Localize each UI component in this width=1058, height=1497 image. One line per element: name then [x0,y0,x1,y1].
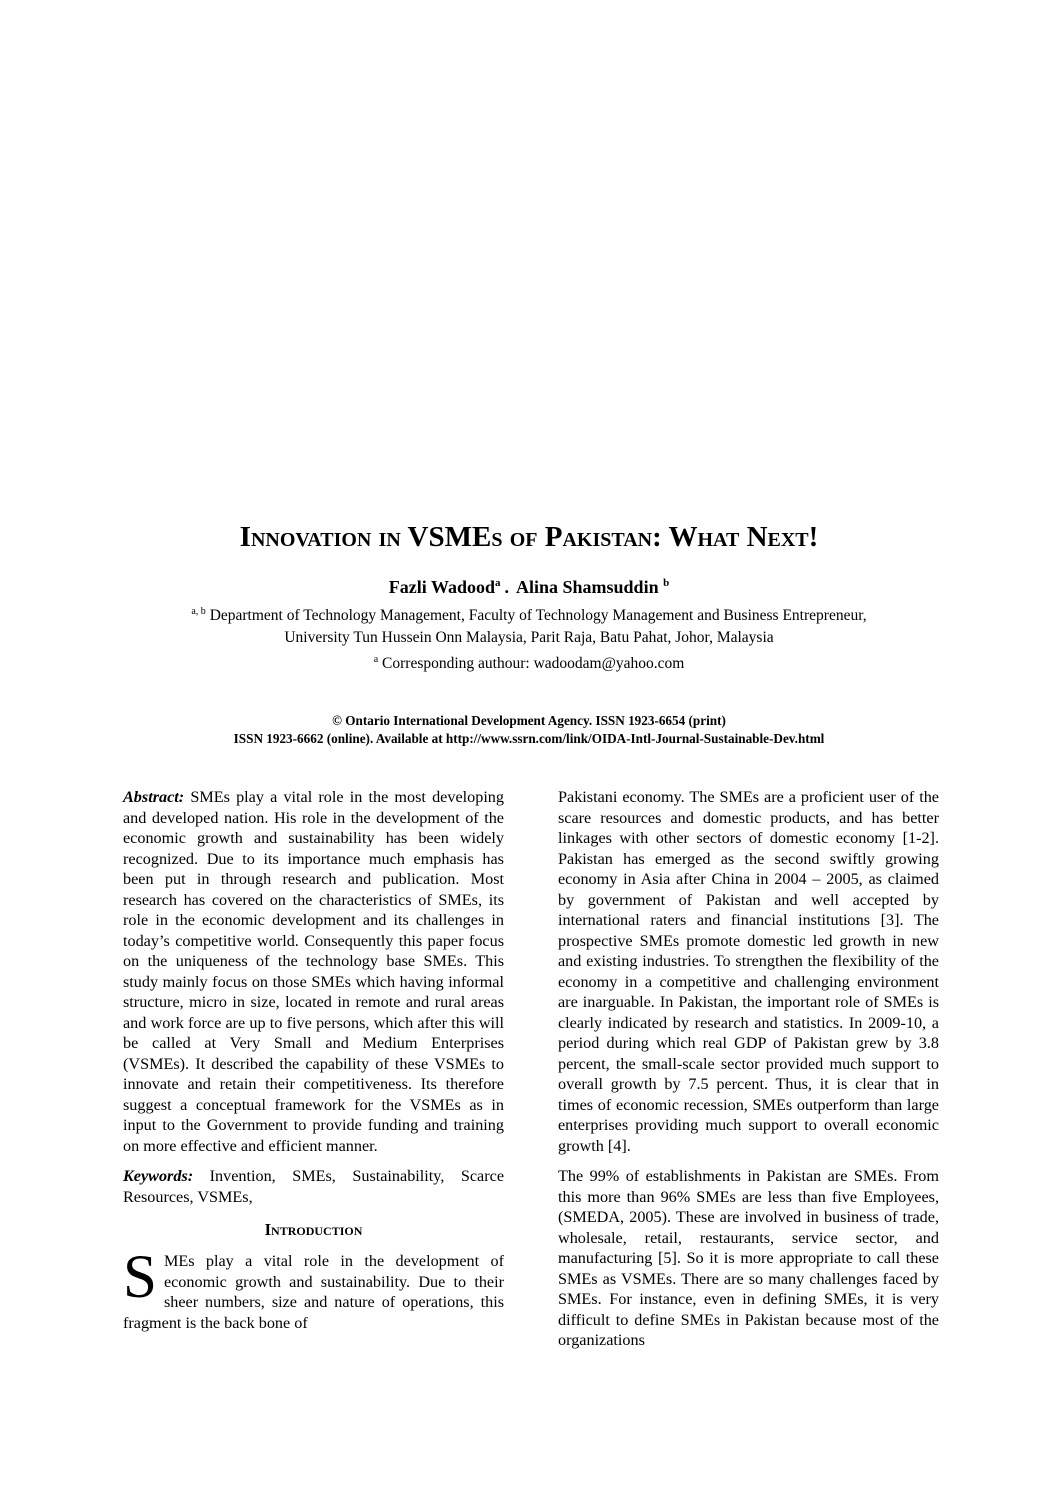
keywords-paragraph [123,1166,504,1207]
corresponding-mark: a [373,654,379,666]
paper-title: Innovation in VSMEs of Pakistan: What Next! [239,521,819,553]
affiliation-block [0,601,1058,675]
introduction-text: MEs play a vital role in the development of economic growth and sustainability. Due to their sheer numbers, size and nature of operations, this fragment is the back bone of [123,1252,504,1332]
affiliation-line-1 [0,601,1058,627]
body-paragraph-1: Pakistani economy. The SMEs are a proficient user of the scare resources and domestic products, and has better linkages with other sectors of domestic economy [1-2]. Pakistan has emerged as the second swiftly growing economy in Asia after China in 2004 – 2005, as claimed by government of Pakistan and well accepted by international raters and financial institutions [3]. The prospective SMEs promote domestic led growth in new and existing industries. To strengthen the flexibility of the economy in a competitive and challenging environment are inarguable. In Pakistan, the important role of SMEs is clearly indicated by research and statistics. In 2009-10, a period during which real GDP of Pakistan grew by 3.8 percent, the small-scale sector provided much support to overall growth by 7.5 percent. Thus, it is clear that in times of economic recession, SMEs outperform than large enterprises providing much support to overall economic growth [4]. [558,788,939,1155]
abstract-label: Abstract: [123,788,185,807]
corresponding-author-line [0,649,1058,675]
two-column-body [123,787,940,1361]
author-name-1: Fazli Wadood [388,577,495,597]
author-affiliation-mark-1: a [495,577,501,589]
affiliation-line-2: University Tun Hussein Onn Malaysia, Parit Raja, Batu Pahat, Johor, Malaysia [284,629,774,647]
introduction-paragraph [123,1244,504,1333]
front-matter [0,0,1058,748]
issn-line-online: ISSN 1923-6662 (online). Available at http://www.ssrn.com/link/OIDA-Intl-Journal-Sustainable-Dev.html [233,731,825,747]
left-column [123,787,504,1361]
body-paragraph-2: The 99% of establishments in Pakistan are SMEs. From this more than 96% SMEs are less than five Employees, (SMEDA, 2005). These are involved in business of trade, wholesale, retail, restaurants, service sector, and manufacturing [5]. So it is more appropriate to call these SMEs as VSMEs. There are so many challenges faced by SMEs. For instance, even in defining SMEs, it is very difficult to define SMEs in Pakistan because most of the organizations [558,1167,939,1350]
author-name-2: Alina Shamsuddin [516,577,659,597]
issn-line-print: © Ontario International Development Agency. ISSN 1923-6654 (print) [332,713,726,729]
right-column [558,787,939,1361]
introduction-heading: Introduction [264,1220,363,1240]
keywords-text: Invention, SMEs, Sustainability, Scarce Resources, VSMEs, [123,1167,505,1206]
author-affiliation-mark-2: b [663,577,670,589]
corresponding-text: Corresponding authour: wadoodam@yahoo.com [382,655,685,673]
issn-block [0,712,1058,748]
abstract-text: SMEs play a vital role in the most developing and developed nation. His role in the development of the economic growth and sustainability has been widely recognized. Due to its importance much emphasis has been put in through research and publication. Most research has covered on the characteristics of SMEs, its role in the economic development and its challenges in today’s competitive world. Consequently this paper focus on the uniqueness of the technology base SMEs. This study mainly focus on those SMEs which having informal structure, micro in size, located in remote and rural areas and work force are up to five persons, which after this will be called at Very Small and Medium Enterprises (VSMEs). It described the capability of these VSMEs to innovate and retain their competitiveness. Its therefore suggest a conceptual framework for the VSMEs as in input to the Government to provide funding and training on more effective and efficient manner. [123,788,504,1155]
dropcap-letter: S [123,1244,157,1312]
affiliation-marks: a, b [191,606,206,617]
authors-line [0,572,1058,598]
affiliation-text-1: Department of Technology Management, Faculty of Technology Management and Business Entrepreneur, [209,607,867,625]
author-separator: . [504,577,509,597]
abstract-paragraph [123,787,504,1156]
keywords-label: Keywords: [123,1167,194,1186]
